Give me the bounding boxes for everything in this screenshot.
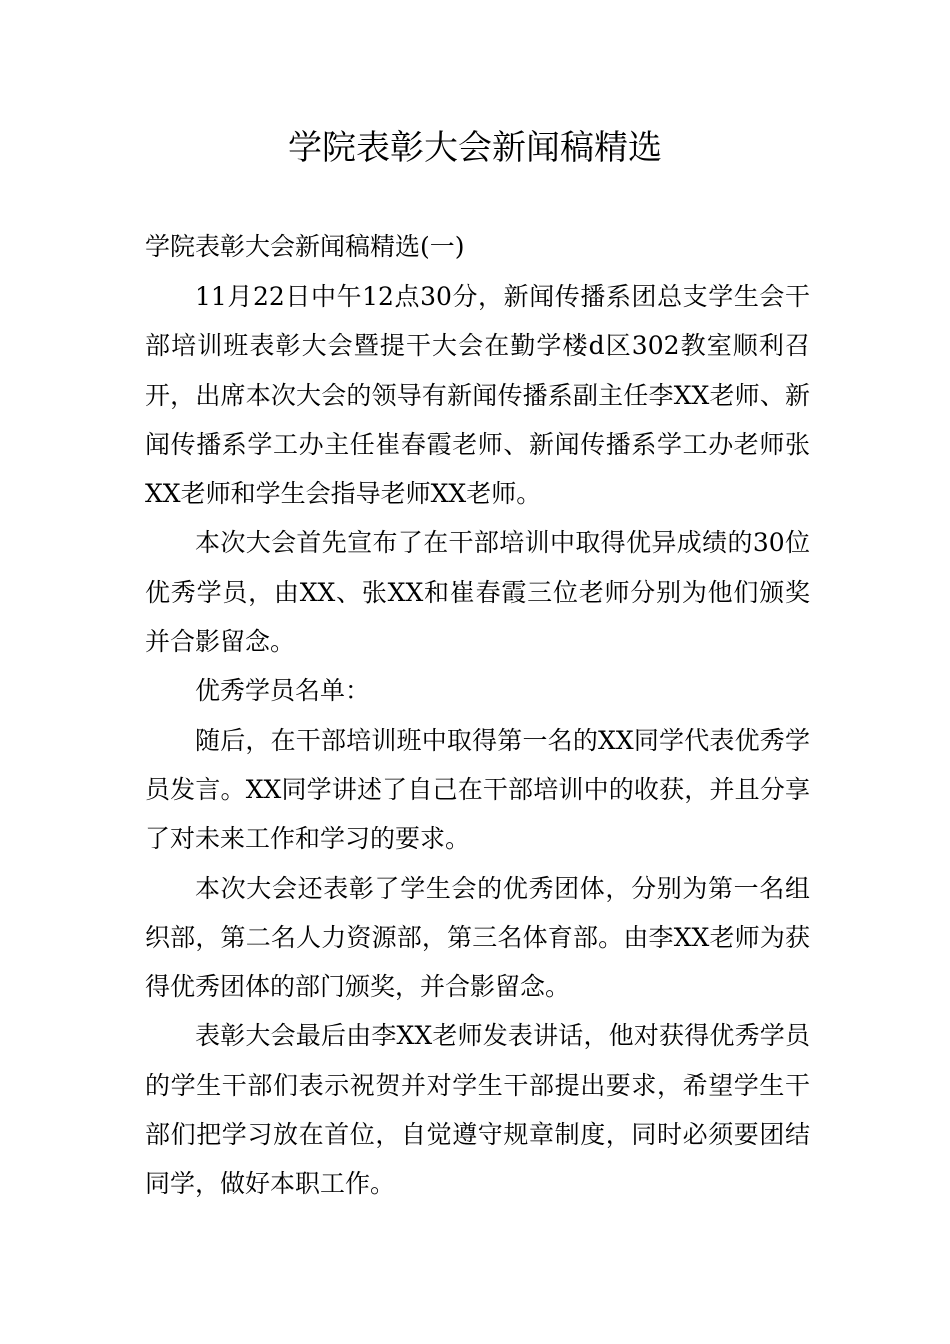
document-title: 学院表彰大会新闻稿精选	[288, 128, 662, 168]
document-body	[145, 222, 810, 1209]
paragraph-meeting-intro: 11月22日中午12点30分，新闻传播系团总支学生会干部培训班表彰大会暨提干大会在勤学楼d区302教室顺利召开，出席本次大会的领导有新闻传播系副主任李XX老师、新闻传播系学工办主任崔春霞老师、新闻传播系学工办老师张XX老师和学生会指导老师XX老师。	[145, 282, 810, 509]
paragraph-award-announcement: 本次大会首先宣布了在干部培训中取得优异成绩的30位优秀学员，由XX、张XX和崔春霞三位老师分别为他们颁奖并合影留念。	[145, 528, 810, 657]
paragraph-team-awards: 本次大会还表彰了学生会的优秀团体，分别为第一名组织部，第二名人力资源部，第三名体育部。由李XX老师为获得优秀团体的部门颁奖，并合影留念。	[145, 873, 810, 1002]
section-subtitle: 学院表彰大会新闻稿精选(一)	[145, 232, 465, 261]
paragraph-student-speech: 随后，在干部培训班中取得第一名的XX同学代表优秀学员发言。XX同学讲述了自己在干部培训中的收获，并且分享了对未来工作和学习的要求。	[145, 725, 810, 854]
paragraph-closing-speech: 表彰大会最后由李XX老师发表讲话，他对获得优秀学员的学生干部们表示祝贺并对学生干部提出要求，希望学生干部们把学习放在首位，自觉遵守规章制度，同时必须要团结同学，做好本职工作。	[145, 1021, 810, 1199]
paragraph-student-list-heading: 优秀学员名单：	[195, 676, 371, 706]
